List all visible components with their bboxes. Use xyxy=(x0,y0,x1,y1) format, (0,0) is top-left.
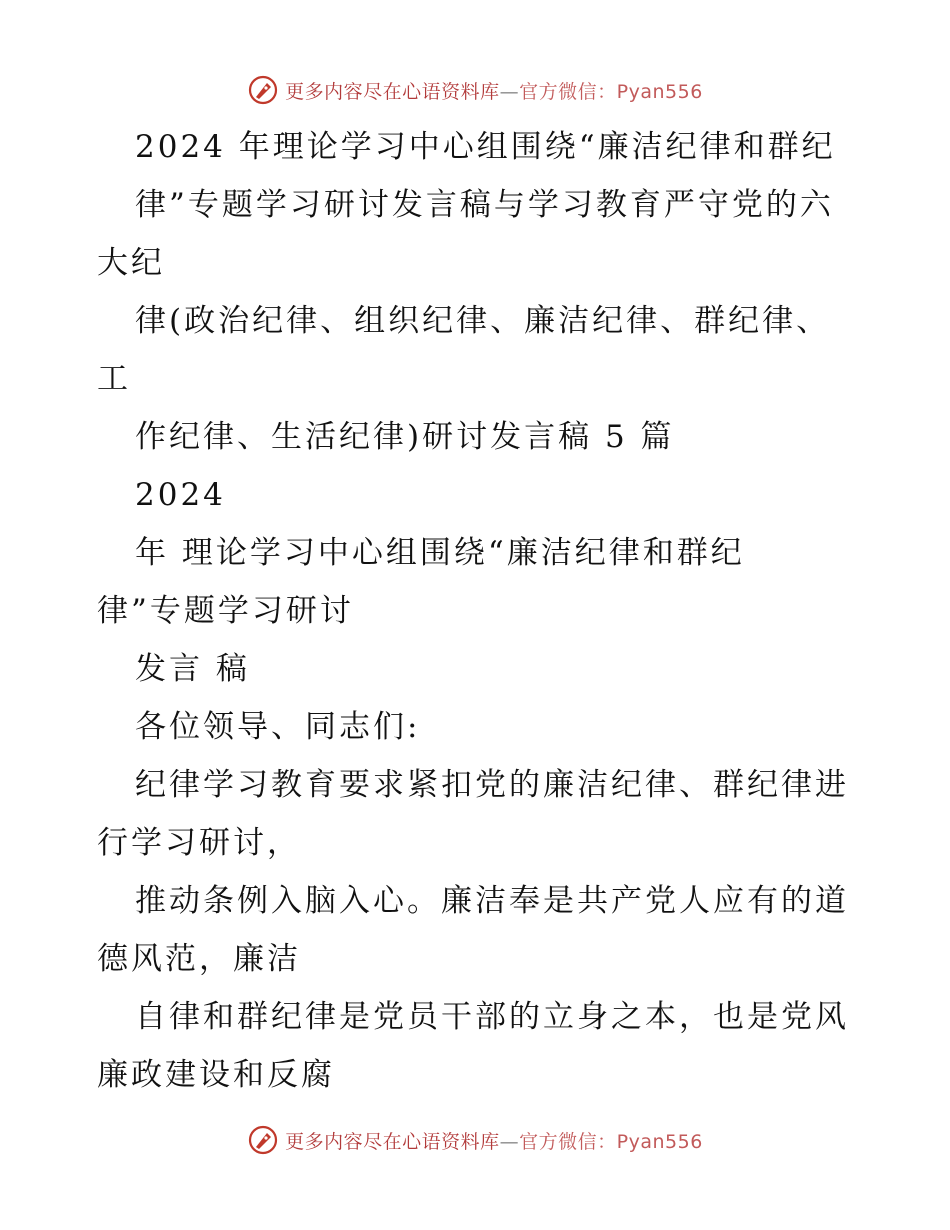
watermark-wechat: 官方微信：Pyan556 xyxy=(519,80,703,103)
text-line: 发言 稿 xyxy=(135,651,250,687)
text-line: 各位领导、同志们: xyxy=(135,709,421,745)
text-line: 作纪律、生活纪律)研讨发言稿 5 篇 xyxy=(135,419,675,455)
text-line: 自律和群纪律是党员干部的立身之本，也是党风 xyxy=(135,999,849,1035)
text-line: 大纪 xyxy=(97,245,165,281)
text-line: 2024 xyxy=(135,477,226,513)
watermark-text xyxy=(285,77,703,104)
text-line: 行学习研讨， xyxy=(97,825,301,861)
pen-nib-logo-icon xyxy=(247,1124,279,1156)
text-line: 律”专题学习研讨 xyxy=(97,593,354,629)
text-line: 廉政建设和反腐 xyxy=(97,1057,335,1093)
watermark-main: 更多内容尽在心语资料库 xyxy=(285,80,500,103)
text-line: 德风范，廉洁 xyxy=(97,941,301,977)
pen-nib-logo-icon xyxy=(247,74,279,106)
text-line: 律”专题学习研讨发言稿与学习教育严守党的六 xyxy=(135,187,834,223)
header-watermark xyxy=(0,70,950,110)
text-line: 年 理论学习中心组围绕“廉洁纪律和群纪 xyxy=(135,535,745,571)
watermark-dash: — xyxy=(499,1130,520,1153)
watermark-wechat: 官方微信：Pyan556 xyxy=(519,1130,703,1153)
text-line: 工 xyxy=(97,361,131,397)
watermark-text xyxy=(285,1127,703,1154)
text-line: 律(政治纪律、组织纪律、廉洁纪律、群纪律、 xyxy=(135,303,831,339)
document-body xyxy=(0,118,950,1104)
watermark-dash: — xyxy=(499,80,520,103)
text-line: 推动条例入脑入心。廉洁奉是共产党人应有的道 xyxy=(135,883,849,919)
text-line: 纪律学习教育要求紧扣党的廉洁纪律、群纪律进 xyxy=(135,767,849,803)
text-line: 2024 年理论学习中心组围绕“廉洁纪律和群纪 xyxy=(135,129,836,165)
watermark-main: 更多内容尽在心语资料库 xyxy=(285,1130,500,1153)
footer-watermark xyxy=(0,1120,950,1160)
